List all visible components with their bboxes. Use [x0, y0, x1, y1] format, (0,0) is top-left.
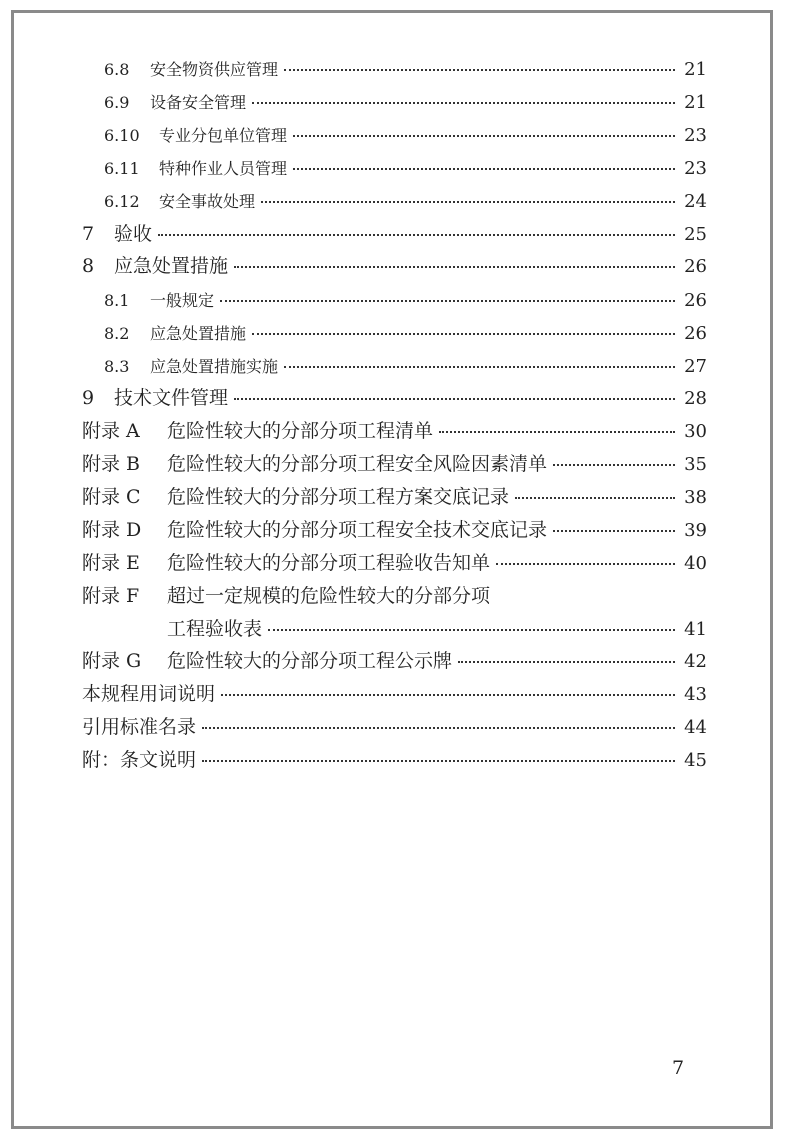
- toc-entry-number: 6.10: [104, 126, 140, 145]
- toc-entry-page: 43: [684, 684, 707, 705]
- dot-leader: [252, 333, 675, 335]
- toc-entry-page: 39: [684, 520, 707, 541]
- toc-entry-number: 附录 C: [82, 486, 141, 508]
- dot-leader: [284, 69, 675, 71]
- toc-entry[interactable]: [82, 718, 707, 737]
- toc-entry-title: 验收: [114, 223, 153, 245]
- toc-entry-number: 8.1: [104, 291, 130, 310]
- toc-entry[interactable]: [104, 127, 707, 145]
- toc-entry-title: 危险性较大的分部分项工程清单: [167, 420, 434, 442]
- toc-entry[interactable]: [104, 358, 707, 376]
- dot-leader: [261, 201, 675, 203]
- dot-leader: [293, 168, 675, 170]
- toc-entry-page: 26: [684, 323, 707, 344]
- toc-entry-page: 25: [684, 224, 707, 245]
- toc-entry-title: 危险性较大的分部分项工程方案交底记录: [167, 486, 510, 508]
- toc-entry-title: 危险性较大的分部分项工程公示牌: [167, 650, 453, 672]
- toc-entry-page: 30: [684, 421, 707, 442]
- toc-entry-page: 24: [684, 191, 707, 212]
- toc-entry-page: 28: [684, 388, 707, 409]
- dot-leader: [221, 694, 675, 696]
- toc-entry-number: 附录 E: [82, 552, 140, 574]
- toc-entry-page: 45: [684, 750, 707, 771]
- dot-leader: [284, 366, 675, 368]
- dot-leader: [515, 497, 675, 499]
- toc-entry-title: 应急处置措施: [150, 324, 247, 343]
- toc-entry[interactable]: [82, 521, 707, 540]
- toc-entry-page: 35: [684, 454, 707, 475]
- toc-entry-title: 一般规定: [150, 291, 215, 310]
- toc-entry-title: 本规程用词说明: [82, 683, 216, 705]
- dot-leader: [439, 431, 675, 433]
- toc-entry-title: 引用标准名录: [82, 716, 197, 738]
- toc-entry-number: 附录 A: [82, 420, 140, 442]
- dot-leader: [293, 135, 675, 137]
- toc-entry[interactable]: [104, 292, 707, 310]
- toc-entry[interactable]: [82, 751, 707, 770]
- toc-entry-page: 23: [684, 125, 707, 146]
- toc-entry-title: 设备安全管理: [150, 93, 247, 112]
- dot-leader: [553, 530, 675, 532]
- toc-entry[interactable]: [82, 225, 707, 244]
- toc-entry-number: 8: [82, 255, 95, 277]
- toc-entry-title: 应急处置措施实施: [150, 357, 279, 376]
- toc-entry-title: 特种作业人员管理: [159, 159, 288, 178]
- dot-leader: [220, 300, 675, 302]
- toc-entry-title: 技术文件管理: [114, 387, 229, 409]
- dot-leader: [553, 464, 675, 466]
- toc-entry-page: 27: [684, 356, 707, 377]
- dot-leader: [202, 760, 675, 762]
- toc-entry-title: 安全物资供应管理: [150, 60, 279, 79]
- toc-entry[interactable]: [104, 94, 707, 112]
- toc-entry[interactable]: [104, 193, 707, 211]
- toc-entry[interactable]: [82, 488, 707, 507]
- toc-entry-number: 附录 F: [82, 585, 140, 607]
- toc-entry-number: 7: [82, 223, 95, 245]
- dot-leader: [252, 102, 675, 104]
- toc-entry-page: 21: [684, 59, 707, 80]
- toc-entry[interactable]: [82, 455, 707, 474]
- toc-entry-title: 危险性较大的分部分项工程验收告知单: [167, 552, 491, 574]
- page-number: 7: [672, 1057, 685, 1079]
- dot-leader: [234, 266, 675, 268]
- dot-leader: [202, 727, 675, 729]
- dot-leader: [158, 234, 675, 236]
- toc-entry-title: 超过一定规模的危险性较大的分部分项: [167, 585, 491, 607]
- toc-entry[interactable]: [104, 160, 707, 178]
- toc-entry-page: 26: [684, 290, 707, 311]
- toc-entry-number: 6.8: [104, 60, 130, 79]
- dot-leader: [496, 563, 675, 565]
- toc-entry[interactable]: [82, 422, 707, 441]
- toc-entry-title: 危险性较大的分部分项工程安全风险因素清单: [167, 453, 548, 475]
- toc-entry[interactable]: [104, 61, 707, 79]
- toc-entry-title: 应急处置措施: [114, 255, 229, 277]
- toc-entry-number: 附录 D: [82, 519, 142, 541]
- toc-entry-number: 9: [82, 387, 95, 409]
- toc-entry-page: 40: [684, 553, 707, 574]
- toc-entry-title: 安全事故处理: [159, 192, 256, 211]
- toc-entry-number: 附录 G: [82, 650, 142, 672]
- toc-entry-number: 6.12: [104, 192, 140, 211]
- toc-entry-number: 8.3: [104, 357, 130, 376]
- toc-entry[interactable]: [82, 257, 707, 276]
- toc-entry-page: 21: [684, 92, 707, 113]
- toc-entry-continuation[interactable]: [167, 620, 707, 639]
- toc-entry[interactable]: [82, 587, 707, 606]
- toc-entry-page: 26: [684, 256, 707, 277]
- toc-entry-page: 38: [684, 487, 707, 508]
- toc-entry[interactable]: [104, 325, 707, 343]
- toc-entry-title: 危险性较大的分部分项工程安全技术交底记录: [167, 519, 548, 541]
- toc-entry-page: 23: [684, 158, 707, 179]
- dot-leader: [268, 629, 675, 631]
- toc-entry-number: 6.11: [104, 159, 140, 178]
- toc-entry-page: 42: [684, 651, 707, 672]
- toc-entry-title: 工程验收表: [167, 618, 263, 640]
- toc-entry-number: 附录 B: [82, 453, 141, 475]
- toc-entry[interactable]: [82, 652, 707, 671]
- toc-entry-number: 8.2: [104, 324, 130, 343]
- toc-entry-title: 专业分包单位管理: [159, 126, 288, 145]
- dot-leader: [458, 661, 675, 663]
- toc-entry-number: 6.9: [104, 93, 130, 112]
- toc-entry[interactable]: [82, 389, 707, 408]
- toc-entry-page: 44: [684, 717, 707, 738]
- dot-leader: [234, 398, 675, 400]
- toc-entry-title: 附：条文说明: [82, 749, 197, 771]
- toc-entry[interactable]: [82, 685, 707, 704]
- toc-entry[interactable]: [82, 554, 707, 573]
- toc-entry-page: 41: [684, 619, 707, 640]
